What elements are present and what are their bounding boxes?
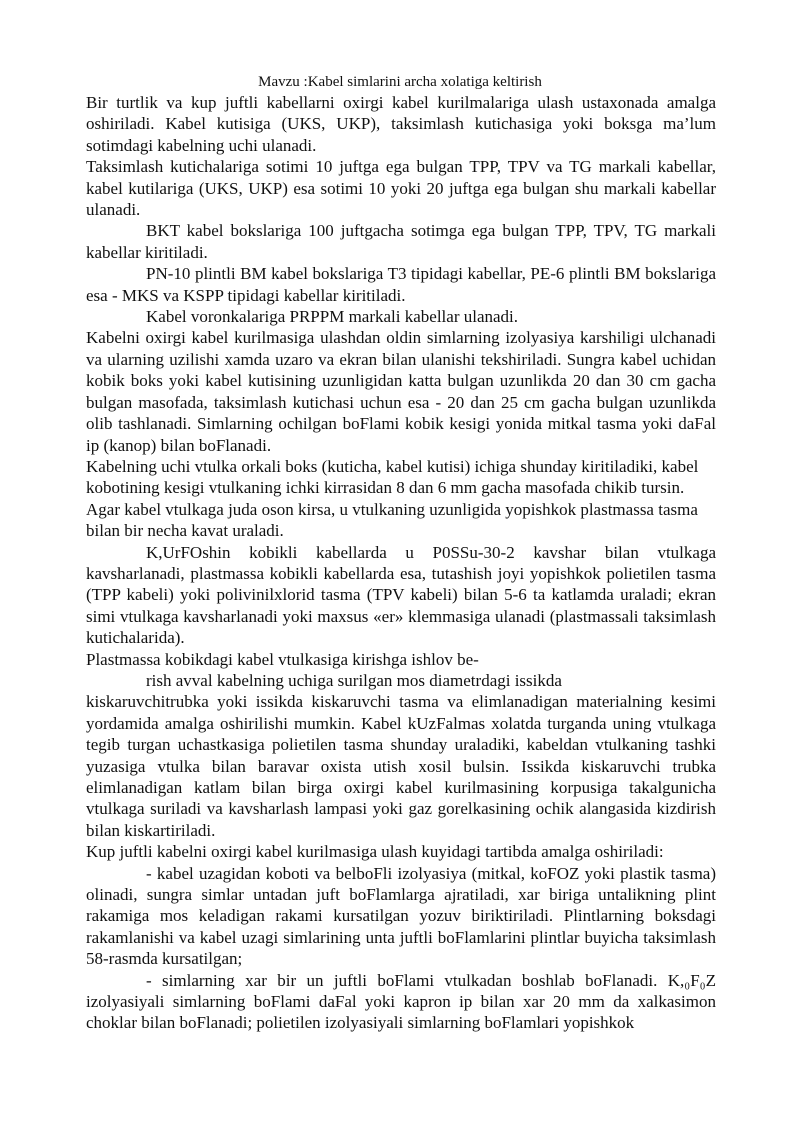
paragraph: K,UrFOshin kobikli kabellarda u P0SSu-30-2 kavshar bilan vtulkaga kavsharlanadi, plastmassa kobikli kabellarda esa, tutashish joyi yopishkok polietilen tasma (TPP kabeli) yoki polivinilxlorid tasma (TPV kabeli) bilan 5-6 ta katlamda uraladi; ekran simi vtulkaga kavsharlanadi yoki maxsus «er» klemmasiga ulanadi (plastmassali taksimlash kutichalarida). <box>86 542 716 648</box>
paragraph: rish avval kabelning uchiga surilgan mos diametrdagi issikda <box>146 670 562 690</box>
paragraph: - kabel uzagidan koboti va belboFli izolyasiya (mitkal, koFOZ yoki plastik tasma) olinadi, sungra simlar untadan juft boFlamlarga ajratiladi, xar biriga untalikning plint rakamiga mos keladigan rakami kursatilgan yozuv biriktiriladi. Plintlarning boksdagi rakamlanishi va kabel uzagi simlarining unta juftli boFlamlarini plintlar buyicha taksimlash 58-rasmda kursatilgan; <box>86 863 716 969</box>
paragraph: Plastmassa kobikdagi kabel vtulkasiga kirishga ishlov be- <box>86 649 479 669</box>
paragraph: Kup juftli kabelni oxirgi kabel kurilmasiga ulash kuyidagi tartibda amalga oshiriladi: <box>86 842 664 862</box>
paragraph: - simlarning xar bir un juftli boFlami vtulkadan boshlab boFlanadi. K,₀F₀Z izolyasiyali simlarning boFlami daFal yoki kapron ip bilan xar 20 mm da xalkasimon choklar bilan boFlanadi; polietilen izolyasiyali simlarning boFlamlari yopishkok <box>86 970 716 1033</box>
document-title: Mavzu :Kabel simlarini archa xolatiga keltirish <box>258 74 542 90</box>
document-body <box>86 92 716 1034</box>
paragraph: BKT kabel bokslariga 100 juftgacha sotimga ega bulgan TPP, TPV, TG markali kabellar kiritiladi. <box>86 221 716 262</box>
paragraph: PN-10 plintli BM kabel bokslariga T3 tipidagi kabellar, PE-6 plintli BM bokslariga esa - MKS va KSPP tipidagi kabellar kiritiladi. <box>86 264 716 305</box>
paragraph: Bir turtlik va kup juftli kabellarni oxirgi kabel kurilmalariga ulash ustaxonada amalga oshiriladi. Kabel kutisiga (UKS, UKP), taksimlash kutichasiga yoki boksga ma’lum sotimdagi kabelning uchi ulanadi. <box>86 93 716 155</box>
paragraph: Taksimlash kutichalariga sotimi 10 juftga ega bulgan TPP, TPV va TG markali kabellar, kabel kutilariga (UKS, UKP) esa sotimi 10 yoki 20 juftga ega bulgan shu markali kabellar ulanadi. <box>86 157 716 220</box>
paragraph: kiskaruvchitrubka yoki issikda kiskaruvchi tasma va elimlanadigan materialning kesimi yordamida amalga oshirilishi mumkin. Kabel kUzFalmas xolatda turganda uning vtulkaga tegib turgan uchastkasiga polietilen tasma shunday uraladiki, kabeldan vtulkaning tashki yuzasiga vtulka bilan baravar oxista utish xosil bulsin. Issikda kiskaruvchi trubka elimlanadigan katlam bilan birga oxirgi kabel kurilmasining korpusiga takalgunicha vtulkaga suriladi va kavsharlash lampasi yoki gaz gorelkasining ochik alangasida kizdirish bilan kiskartiriladi. <box>86 692 716 840</box>
paragraph: Kabelning uchi vtulka orkali boks (kuticha, kabel kutisi) ichiga shunday kiritiladiki, kabel kobotining kesigi vtulkaning ichki kirrasidan 8 dan 6 mm gacha masofada chikib tursin. Agar kabel vtulkaga juda oson kirsa, u vtulkaning uzunligida yopishkok plastmassa tasma bilan bir necha kavat uraladi. <box>86 456 699 541</box>
paragraph: Kabel voronkalariga PRPPM markali kabellar ulanadi. <box>146 307 519 327</box>
paragraph: Kabelni oxirgi kabel kurilmasiga ulashdan oldin simlarning izolyasiya karshiligi ulchanadi va ularning uzilishi xamda uzaro va ekran bilan ulanishi tekshiriladi. Sungra kabel uchidan kobik boks yoki kabel kutisining uzunligidan katta bulgan uzunlikda 20 dan 30 cm gacha bulgan masofada, taksimlash kutichasi uchun esa - 20 dan 25 cm gacha bulgan uzunlikda olib tashlanadi. Simlarning ochilgan boFlami kobik kesigi yonida mitkal tasma yoki daFal ip (kanop) bilan boFlanadi. <box>86 328 716 455</box>
